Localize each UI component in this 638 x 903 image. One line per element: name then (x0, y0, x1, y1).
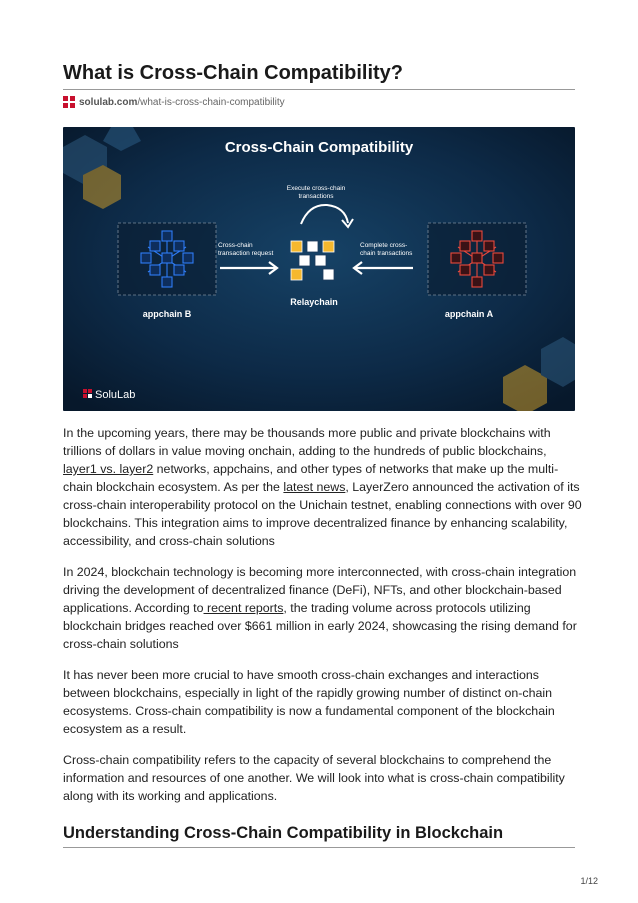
latest-news-link[interactable]: latest news (283, 480, 346, 494)
paragraph-2 (63, 563, 583, 653)
appchain-a-label: appchain A (444, 309, 494, 319)
right-arrow-label-line2: chain transactions (360, 250, 413, 257)
appchain-b-label: appchain B (142, 309, 192, 319)
section-heading: Understanding Cross-Chain Compatibility in Blockchain (63, 824, 504, 842)
page-title: What is Cross-Chain Compatibility? (63, 62, 404, 84)
right-arrow-label-line1: Complete cross- (360, 242, 408, 249)
paragraph-1 (63, 424, 583, 550)
left-arrow-label-line2: transaction request (218, 250, 274, 257)
hero-image (63, 127, 575, 411)
execute-label-line2: transactions (298, 193, 334, 200)
layer1-vs-layer2-link[interactable]: layer1 vs. layer2 (63, 462, 154, 476)
title-divider (63, 89, 575, 90)
source-domain-link[interactable]: solulab.com (79, 96, 138, 108)
paragraph-4 (63, 751, 583, 805)
p2-text-a: In 2024, blockchain technology is becoming more interconnected, with cross-chain integration driving the development of decentralized finance (DeFi), NFTs, and other blockchain-based applications. According to (63, 565, 577, 615)
p1-text-c: , LayerZero announced the activation of its cross-chain interoperability protocol on the Unichain testnet, enabling connections with over 90 blockchains. This integration aims to improve decentralized finance by enhancing scalability, accessibility, and cross-chain solutions (63, 480, 582, 548)
p4-text: Cross-chain compatibility refers to the capacity of several blockchains to comprehend the information and resources of one another. We will look into what is cross-chain compatibility along with its working and applications. (63, 753, 565, 803)
source-path: /what-is-cross-chain-compatibility (137, 96, 285, 108)
cross-chain-diagram (63, 127, 575, 411)
paragraph-3 (63, 666, 583, 738)
execute-label-line1: Execute cross-chain (286, 185, 346, 192)
relaychain-label: Relaychain (290, 297, 338, 307)
p3-text: It has never been more crucial to have smooth cross-chain exchanges and interactions between blockchains, especially in light of the rapidly growing number of distinct on-chain ecosystems. Cross-chain compatibility is now a fundamental component of the blockchain ecosystem as a result. (63, 668, 555, 736)
brand-name: SoluLab (95, 389, 136, 401)
p1-text-b: networks, appchains, and other types of networks that make up the multi-chain blockchain ecosystem. As per the (63, 462, 559, 494)
hero-heading: Cross-Chain Compatibility (224, 139, 414, 156)
solulab-favicon-icon (63, 96, 75, 108)
recent-reports-link[interactable]: recent reports (203, 601, 284, 615)
page-number: 1/12 (580, 876, 598, 886)
left-arrow-label-line1: Cross-chain (218, 242, 253, 249)
section-divider (63, 847, 575, 848)
source-line (63, 95, 285, 109)
p1-text-a: In the upcoming years, there may be thousands more public and private blockchains with trillions of dollars in value moving onchain, adding to the hundreds of public blockchains, (63, 426, 551, 458)
p2-text-b: , the trading volume across protocols utilizing blockchain bridges reached over $661 million in early 2024, showcasing the rising demand for cross-chain solutions (63, 601, 577, 651)
